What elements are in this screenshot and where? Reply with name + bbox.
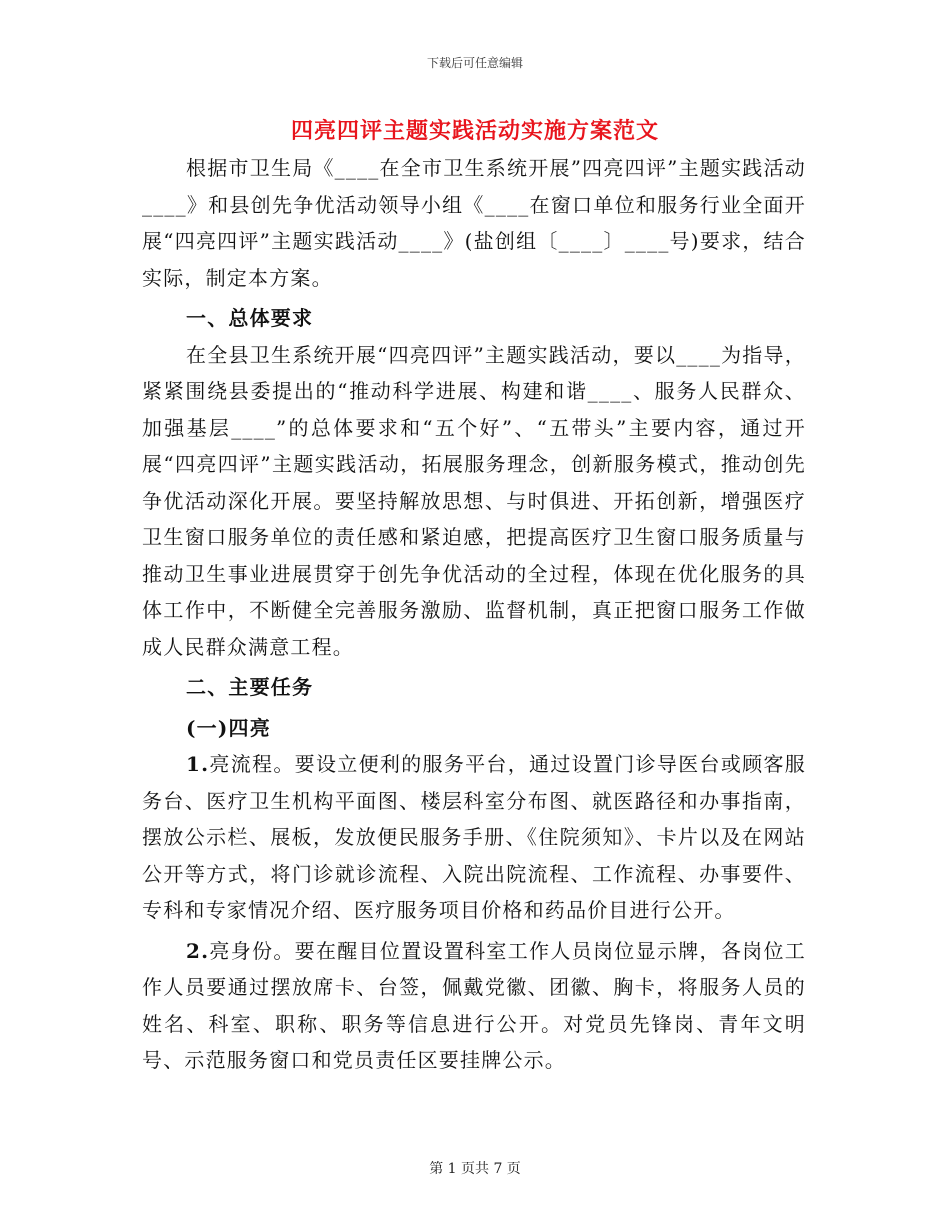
intro-paragraph: 根据市卫生局《____在全市卫生系统开展”四亮四评”主题实践活动____》和县创先争优活动领导小组《____在窗口单位和服务行业全面开展“四亮四评”主题实践活动____》(盐创组〔____〕____号)要求，结合实际，制定本方案。 <box>142 156 806 290</box>
task-item-1-text: 亮流程。要设立便利的服务平台，通过设置门诊导医台或顾客服务台、医疗卫生机构平面图、楼层科室分布图、就医路径和办事指南，摆放公示栏、展板，发放便民服务手册、《住院须知》、卡片以及在网站公开等方式，将门诊就诊流程、入院出院流程、工作流程、办事要件、专科和专家情况介绍、医疗服务项目价格和药品价目进行公开。 <box>142 752 806 922</box>
section-heading-main-tasks: 二、主要任务 <box>186 675 314 699</box>
subsection-heading-four-shows: (一)四亮 <box>186 715 271 740</box>
section-heading-overall-requirements: 一、总体要求 <box>186 306 314 330</box>
page-header-note: 下载后可任意编辑 <box>426 56 523 70</box>
task-item-2 <box>142 933 806 1079</box>
document-title: 四亮四评主题实践活动实施方案范文 <box>290 118 659 144</box>
task-item-1-number: 1. <box>186 752 210 776</box>
document-body <box>142 150 806 1079</box>
task-item-2-number: 2. <box>186 938 210 963</box>
task-item-1 <box>142 746 806 929</box>
overall-requirements-paragraph: 在全县卫生系统开展“四亮四评”主题实践活动，要以____为指导，紧紧围绕县委提出的“推动科学进展、构建和谐____、服务人民群众、加强基层____”的总体要求和“五个好”、“五带头”主要内容，通过开展“四亮四评”主题实践活动，拓展服务理念，创新服务模式，推动创先争优活动深化开展。要坚持解放思想、与时俱进、开拓创新，增强医疗卫生窗口服务单位的责任感和紧迫感，把提高医疗卫生窗口服务质量与推动卫生事业进展贯穿于创先争优活动的全过程，体现在优化服务的具体工作中，不断健全完善服务激励、监督机制，真正把窗口服务工作做成人民群众满意工程。 <box>142 342 806 659</box>
page-number-footer: 第 1 页共 7 页 <box>429 1161 521 1177</box>
task-item-2-text: 亮身份。要在醒目位置设置科室工作人员岗位显示牌，各岗位工作人员要通过摆放席卡、台签，佩戴党徽、团徽、胸卡，将服务人员的姓名、科室、职称、职务等信息进行公开。对党员先锋岗、青年文明号、示范服务窗口和党员责任区要挂牌公示。 <box>142 938 806 1072</box>
